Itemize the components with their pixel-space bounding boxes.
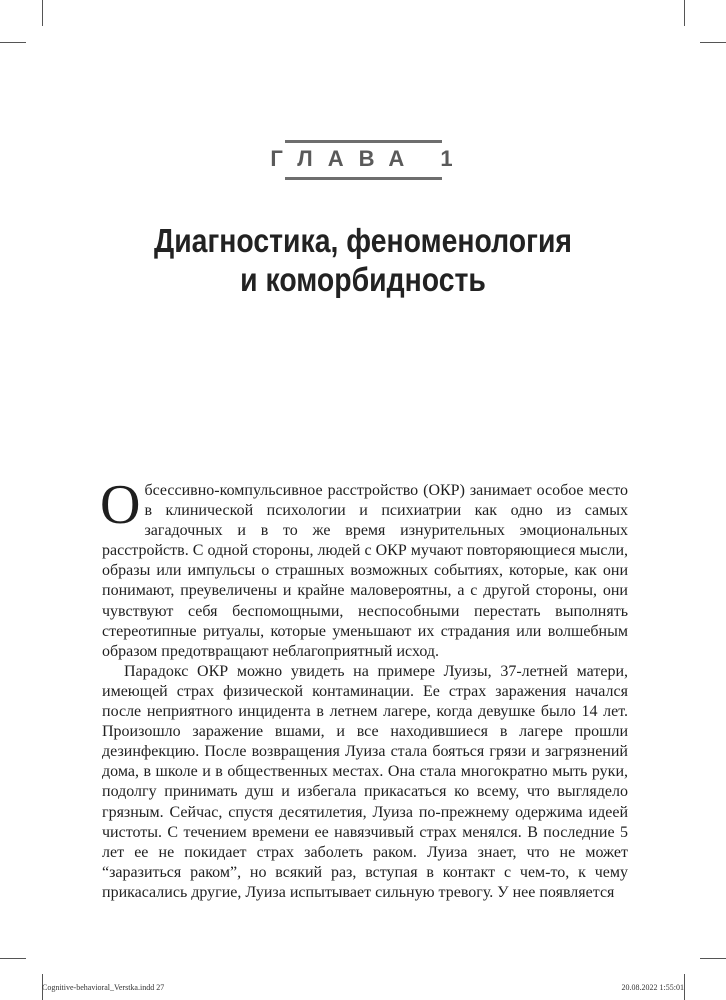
paragraph: Парадокс ОКР можно увидеть на примере Луизы, 37-летней матери, имеющей страх физической контаминации. Ее страх заражения начался после неприятного инцидента в летнем лагере, когда девушке было 14 лет. Произошло заражение вшами, и все находившиеся в лагере прошли дезинфекцию. После возвращения Луиза стала бояться грязи и загрязнений дома, в школе и в общественных местах. Она стала многократно мыть руки, подолгу принимать душ и избегала прикасаться ко всему, что выглядело грязным. Сейчас, спустя десятилетия, Луиза по-прежнему одержима идеей чистоты. С течением времени ее навязчивый страх менялся. В последние 5 лет ее не покидает страх заболеть раком. Луиза знает, что не может “заразиться раком”, но всякий раз, вступая в контакт с чем-то, к чему прикасались другие, Луиза испытывает сильную тревогу. У нее появляется: [102, 662, 628, 901]
chapter-rule-bottom: [285, 177, 442, 180]
print-slug-date: 20.08.2022 1:55:01: [621, 983, 684, 992]
crop-mark: [0, 42, 26, 43]
crop-mark: [684, 974, 685, 1000]
crop-mark: [684, 0, 685, 26]
paragraph-text: бсессивно-компульсивное расстройство (ОКР) занимает особое место в клинической психологии и психиатрии как одно из самых загадочных и в то же время изнурительных эмоциональных расстройств. С одной стороны, людей с ОКР мучают повторяющиеся мысли, образы или импульсы о страшных возможных событиях, которые, как они понимают, преувеличены и крайне маловероятны, а с другой стороны, они чувствуют себя беспомощными, неспособными перестать выполнять стереотипные ритуалы, которые уменьшают их страдания или волшебным образом предотвращают неблагоприятный исход.: [102, 482, 628, 660]
print-slug-file: Cognitive-behavioral_Verstka.indd 27: [42, 983, 165, 992]
chapter-rule-top: [285, 140, 442, 143]
chapter-title: [51, 221, 675, 299]
crop-mark: [42, 0, 43, 26]
drop-cap: О: [100, 474, 141, 536]
body-text: [100, 474, 628, 903]
crop-mark: [0, 958, 26, 959]
chapter-title-line: Диагностика, феноменология: [154, 222, 572, 259]
paragraph: [100, 474, 628, 662]
chapter-label: ГЛАВА 1: [270, 146, 468, 171]
crop-mark: [700, 958, 726, 959]
chapter-title-line: и коморбидность: [240, 261, 486, 298]
crop-mark: [700, 42, 726, 43]
